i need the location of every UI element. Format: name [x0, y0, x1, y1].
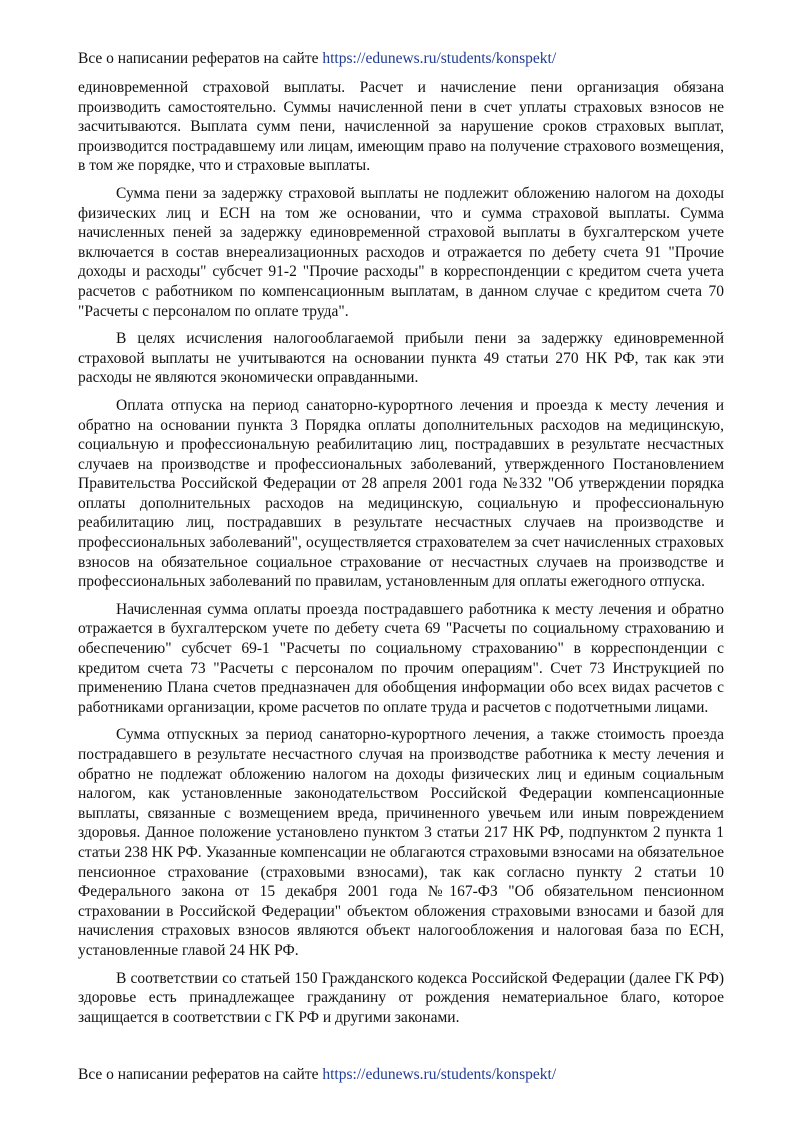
paragraph-7: В соответствии со статьей 150 Гражданского кодекса Российской Федерации (далее ГК РФ) здоровье есть принадлежащее гражданину от рождения нематериальное благо, которое защищается в соответствии с ГК РФ и другими законами. [78, 969, 724, 1026]
header-link[interactable]: https://edunews.ru/students/konspekt/ [322, 50, 557, 67]
footer-text: Все о написании рефератов на сайте [78, 1066, 323, 1083]
paragraph-6: Сумма отпускных за период санаторно-курортного лечения, а также стоимость проезда пострадавшего в результате несчастного случая на производстве работника к месту лечения и обратно не подлежат обложению налогом на доходы физических лиц и единым социальным налогом, как установленные законодательством Российской Федерации компенсационные выплаты, связанные с возмещением вреда, причиненного увечьем или иным повреждением здоровья. Данное положение установлено пунктом 3 статьи 217 НК РФ, подпунктом 2 пункта 1 статьи 238 НК РФ. Указанные компенсации не облагаются страховыми взносами на обязательное пенсионное страхование (страховыми взносами), так как согласно пункту 2 статьи 10 Федерального закона от 15 декабря 2001 года №167-ФЗ "Об обязательном пенсионном страховании в Российской Федерации" объектом обложения страховыми взносами и базой для начисления страховых взносов являются объект налогообложения и налоговая база по ЕСН, установленные главой 24 НК РФ. [78, 726, 724, 959]
paragraph-5: Начисленная сумма оплаты проезда пострадавшего работника к месту лечения и обратно отражается в бухгалтерском учете по дебету счета 69 "Расчеты по социальному страхованию и обеспечению" субсчет 69-1 "Расчеты по социальному страхованию" в корреспонденции с кредитом счета 73 "Расчеты с персоналом по прочим операциям". Счет 73 Инструкцией по применению Плана счетов предназначен для обобщения информации обо всех видах расчетов с работниками организации, кроме расчетов по оплате труда и расчетов с подотчетными лицами. [78, 600, 724, 716]
header-text: Все о написании рефератов на сайте [78, 50, 323, 67]
page-header [78, 49, 556, 69]
document-page [78, 0, 724, 1131]
paragraph-3: В целях исчисления налогооблагаемой прибыли пени за задержку единовременной страховой выплаты не учитываются на основании пункта 49 статьи 270 НК РФ, так как эти расходы не являются экономически оправданными. [78, 330, 724, 387]
page-footer [78, 1065, 556, 1085]
paragraph-2: Сумма пени за задержку страховой выплаты не подлежит обложению налогом на доходы физических лиц и ЕСН на том же основании, что и сумма страховой выплаты. Сумма начисленных пеней за задержку единовременной страховой выплаты в бухгалтерском учете включается в состав внереализационных расходов и отражается по дебету счета 91 "Прочие доходы и расходы" субсчет 91-2 "Прочие расходы" в корреспонденции с кредитом счета учета расчетов с работником по компенсационным выплатам, в данном случае с кредитом счета 70 "Расчеты с персоналом по оплате труда". [78, 184, 724, 320]
document-body [78, 78, 724, 1035]
paragraph-4: Оплата отпуска на период санаторно-курортного лечения и проезда к месту лечения и обратно на основании пункта 3 Порядка оплаты дополнительных расходов на медицинскую, социальную и профессиональную реабилитацию лиц, пострадавших в результате несчастных случаев на производстве и профессиональных заболеваний, утвержденного Постановлением Правительства Российской Федерации от 28 апреля 2001 года №332 "Об утверждении порядка оплаты дополнительных расходов на медицинскую, социальную и профессиональную реабилитацию лиц, пострадавших в результате несчастных случаев на производстве и профессиональных заболеваний", осуществляется страхователем за счет начисленных страховых взносов на обязательное социальное страхование от несчастных случаев на производстве и профессиональных заболеваний по правилам, установленным для оплаты ежегодного отпуска. [78, 396, 724, 591]
footer-link[interactable]: https://edunews.ru/students/konspekt/ [322, 1066, 557, 1083]
paragraph-1: единовременной страховой выплаты. Расчет и начисление пени организация обязана производить самостоятельно. Суммы начисленной пени в счет уплаты страховых взносов не засчитываются. Выплата сумм пени, начисленной за нарушение сроков страховых выплат, производится пострадавшему или лицам, имеющим право на получение страхового возмещения, в том же порядке, что и страховые выплаты. [78, 79, 724, 175]
